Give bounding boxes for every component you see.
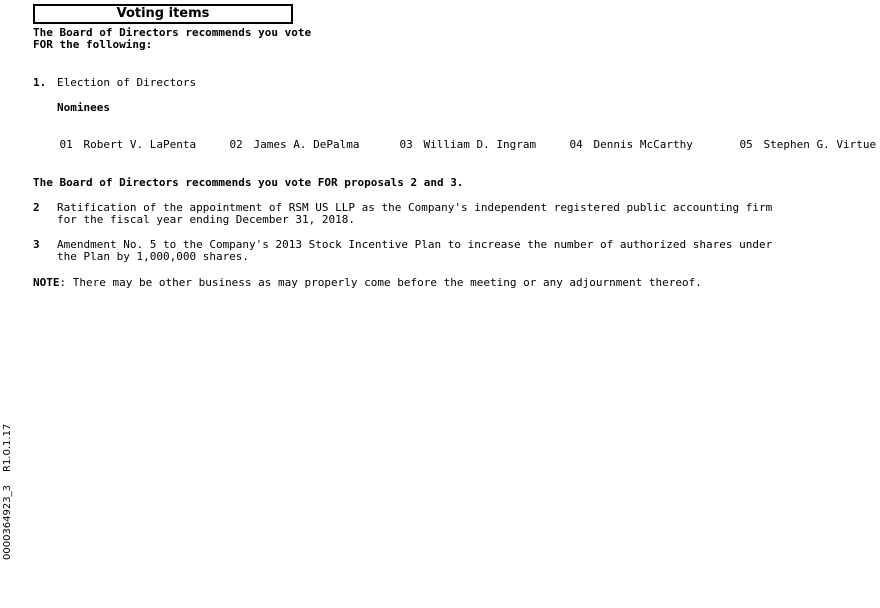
- nominee-04: [543, 127, 693, 163]
- proposal-3-line-1: Amendment No. 5 to the Company's 2013 Stock Incentive Plan to increase the number of authorized shares under: [57, 238, 773, 251]
- side-code-bottom: 0000364923_3: [2, 485, 13, 560]
- proposals-heading: The Board of Directors recommends you vote FOR proposals 2 and 3.: [33, 176, 464, 189]
- nominee-number: 03: [399, 138, 413, 151]
- nominee-name: James A. DePalma: [253, 138, 360, 151]
- nominee-01: [33, 127, 196, 163]
- intro-line-2: FOR the following:: [33, 38, 153, 51]
- nominee-name: Robert V. LaPenta: [83, 138, 197, 151]
- side-code-top: R1.0.1.17: [2, 423, 13, 472]
- proposal-2-line-2: for the fiscal year ending December 31, 2018.: [57, 213, 356, 226]
- note-label: NOTE: [33, 276, 60, 289]
- proposal-3-line-2: the Plan by 1,000,000 shares.: [57, 250, 250, 263]
- nominee-number: 05: [739, 138, 753, 151]
- voting-items-title: Voting items: [33, 4, 293, 24]
- proposal-2-number: 2: [33, 201, 40, 214]
- nominee-number: 04: [569, 138, 583, 151]
- nominee-number: 02: [229, 138, 243, 151]
- nominee-02: [203, 127, 359, 163]
- nominee-name: Dennis McCarthy: [593, 138, 693, 151]
- nominee-03: [373, 127, 536, 163]
- nominee-number: 01: [59, 138, 73, 151]
- proposal-3-number: 3: [33, 238, 40, 251]
- item-1-number: 1.: [33, 76, 47, 89]
- item-1-label: Election of Directors: [57, 76, 197, 89]
- nominees-row: [33, 127, 877, 151]
- nominee-name: Stephen G. Virtue: [763, 138, 877, 151]
- note-text: : There may be other business as may properly come before the meeting or any adjournment thereof.: [59, 276, 702, 289]
- nominees-heading: Nominees: [57, 101, 110, 114]
- nominee-name: William D. Ingram: [423, 138, 537, 151]
- note: [33, 277, 702, 289]
- intro-line-1: The Board of Directors recommends you vote: [33, 26, 312, 39]
- proposal-2-line-1: Ratification of the appointment of RSM US LLP as the Company's independent registered public accounting firm: [57, 201, 773, 214]
- nominee-05: [713, 127, 876, 163]
